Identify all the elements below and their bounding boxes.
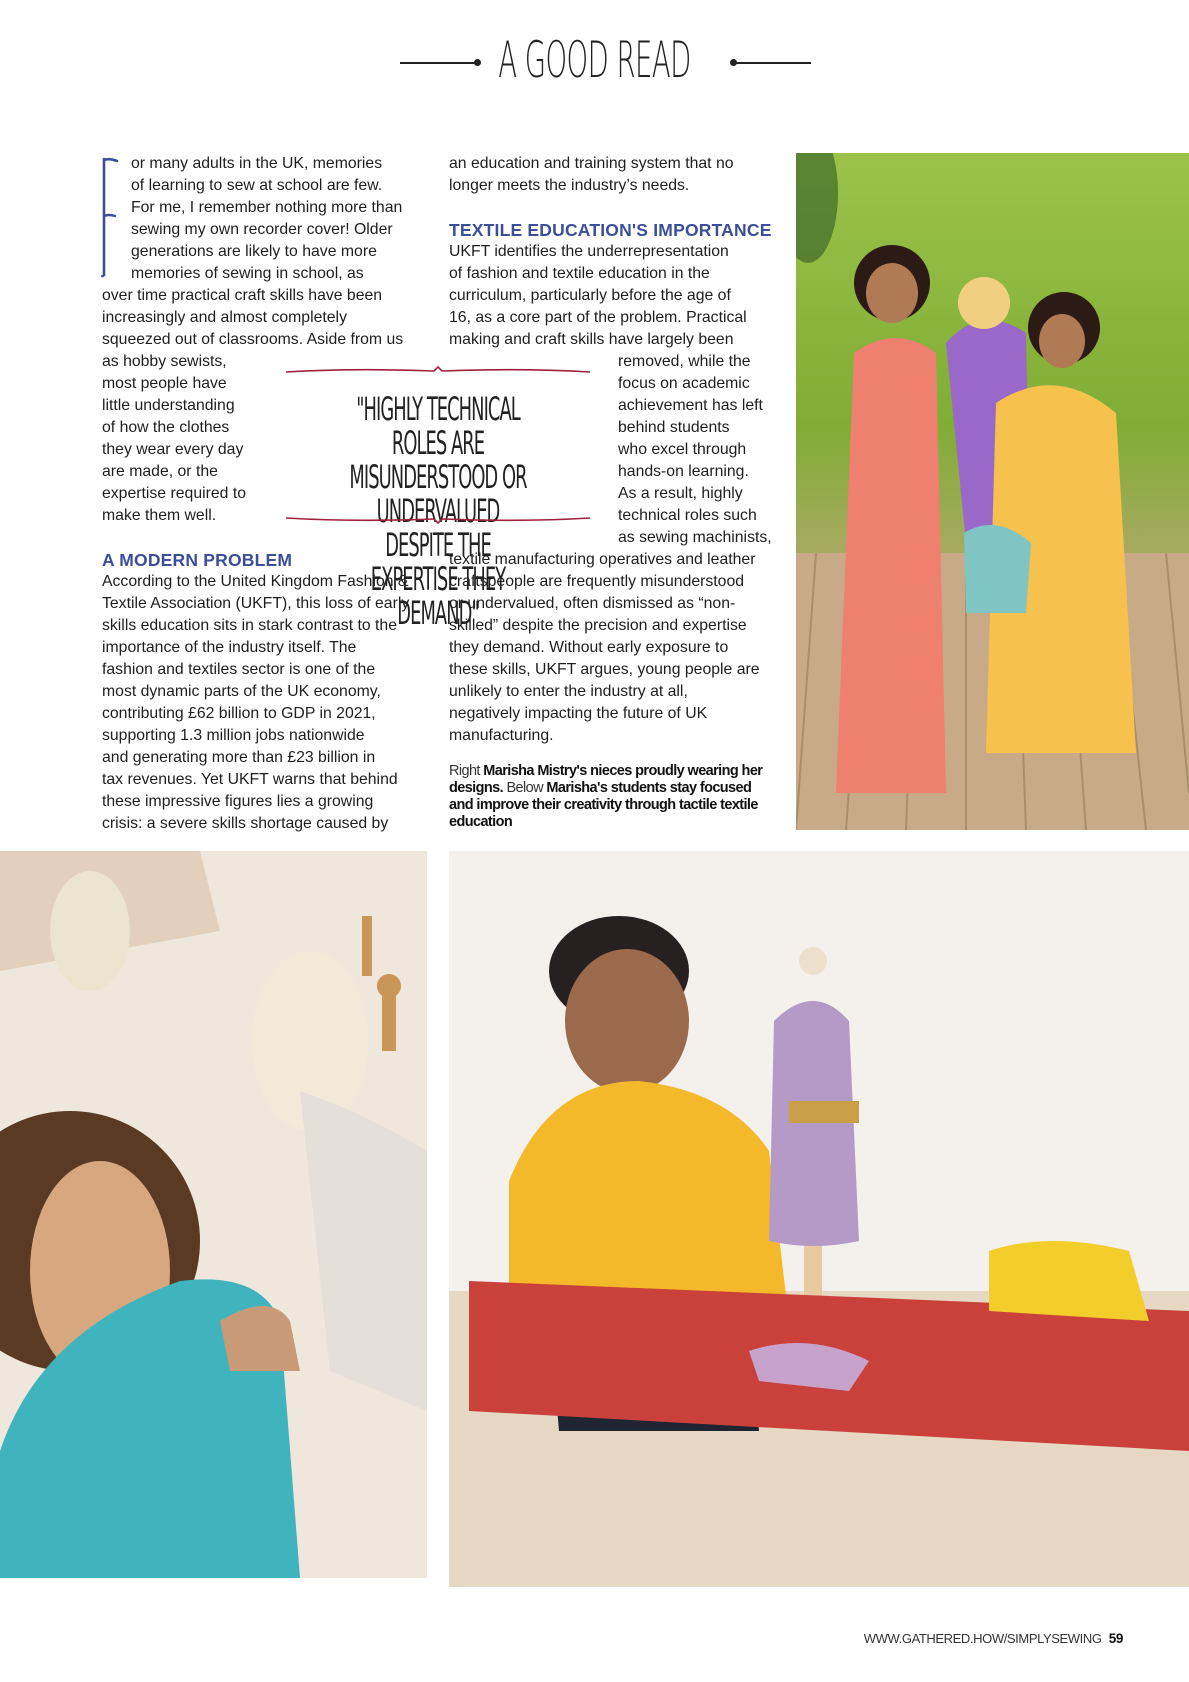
text-line: memories of sewing in school, as	[131, 265, 364, 282]
text-line: importance of the industry itself. The	[102, 639, 357, 656]
pull-quote	[284, 364, 592, 632]
intro-narrow	[102, 351, 252, 527]
text-line: hands-on learning.	[618, 463, 749, 480]
page-number: 59	[1108, 1631, 1123, 1646]
pull-quote-text	[343, 392, 534, 630]
text-line: they demand. Without early exposure to	[449, 639, 729, 656]
photo-boy-illustration	[449, 851, 1189, 1587]
pull-quote-line: "HIGHLY TECHNICAL ROLES ARE	[356, 390, 520, 462]
text-line: increasingly and almost completely	[102, 309, 347, 326]
text-line: an education and training system that no	[449, 155, 734, 172]
intro-indented	[102, 153, 422, 285]
caption-text-below: Marisha's students stay focused and improve their creativity through tactile textile education	[449, 780, 758, 830]
text-line: these skills, UKFT argues, young people are	[449, 661, 760, 678]
text-line: of fashion and textile education in the	[449, 265, 710, 282]
text-line: behind students	[618, 419, 730, 436]
text-line: as sewing machinists,	[618, 529, 772, 546]
text-line: manufacturing.	[449, 727, 554, 744]
text-line: unlikely to enter the industry at all,	[449, 683, 688, 700]
text-line: textile manufacturing operatives and leather	[449, 551, 756, 568]
caption-text-right: Marisha Mistry's nieces proudly wearing her designs.	[449, 763, 763, 796]
text-line: make them well.	[102, 507, 217, 524]
text-line: sewing my own recorder cover! Older	[131, 221, 393, 238]
text-line: generations are likely to have more	[131, 243, 377, 260]
text-line: who excel through	[618, 441, 747, 458]
text-line: As a result, highly	[618, 485, 743, 502]
page-footer	[864, 1631, 1123, 1646]
text-line: longer meets the industry’s needs.	[449, 177, 690, 194]
quote-rule-bottom	[284, 512, 592, 526]
text-line: UKFT identifies the underrepresentation	[449, 243, 729, 260]
text-line: or many adults in the UK, memories	[131, 155, 383, 172]
section-title: A GOOD READ	[498, 31, 691, 89]
photo-mannequins	[0, 851, 427, 1578]
text-line: of how the clothes	[102, 419, 230, 436]
text-line: removed, while the	[618, 353, 751, 370]
text-line: curriculum, particularly before the age of	[449, 287, 731, 304]
photo-nieces	[796, 153, 1189, 830]
text-line: craftspeople are frequently misunderstood	[449, 573, 745, 590]
text-line: and generating more than £23 billion in	[102, 749, 376, 766]
photo-mannequins-illustration	[0, 851, 427, 1578]
photo-boy-mannequin	[449, 851, 1189, 1587]
text-line: fashion and textiles sector is one of the	[102, 661, 376, 678]
text-line: For me, I remember nothing more than	[131, 199, 403, 216]
text-line: Textile Association (UKFT), this loss of early	[102, 595, 410, 612]
text-line: crisis: a severe skills shortage caused by	[102, 815, 389, 832]
text-line: or undervalued, often dismissed as “non-	[449, 595, 736, 612]
text-line: of learning to sew at school are few.	[131, 177, 383, 194]
text-line: tax revenues. Yet UKFT warns that behind	[102, 771, 398, 788]
subheading-modern-problem: A MODERN PROBLEM	[102, 550, 293, 570]
text-line: as hobby sewists,	[102, 353, 227, 370]
text-line: they wear every day	[102, 441, 244, 458]
header-rule-right	[733, 62, 811, 64]
text-line: skills education sits in stark contrast to the	[102, 617, 398, 634]
text-line: contributing £62 billion to GDP in 2021,	[102, 705, 376, 722]
text-line: technical roles such	[618, 507, 757, 524]
text-line: focus on academic	[618, 375, 750, 392]
text-line: little understanding	[102, 397, 235, 414]
text-line: are made, or the	[102, 463, 218, 480]
text-line: skilled” despite the precision and expertise	[449, 617, 747, 634]
subheading-textile-education: TEXTILE EDUCATION'S IMPORTANCE	[449, 220, 772, 240]
text-line: negatively impacting the future of UK	[449, 705, 708, 722]
text-line: According to the United Kingdom Fashion &	[102, 573, 409, 590]
text-line: over time practical craft skills have been	[102, 287, 383, 304]
text-line: 16, as a core part of the problem. Practical	[449, 309, 747, 326]
pull-quote-line: DESPITE THE EXPERTISE THEY DEMAND"	[370, 526, 506, 632]
text-line: making and craft skills have largely been	[449, 331, 734, 348]
text-line: most dynamic parts of the UK economy,	[102, 683, 381, 700]
text-line: squeezed out of classrooms. Aside from us	[102, 331, 404, 348]
text-line: most people have	[102, 375, 227, 392]
caption-label-right: Right	[449, 763, 480, 779]
text-line: supporting 1.3 million jobs nationwide	[102, 727, 365, 744]
caption-label-below: Below	[506, 780, 543, 796]
textile-narrow	[618, 351, 782, 549]
quote-rule-top	[284, 364, 592, 378]
section-header	[0, 28, 1189, 92]
pull-quote-line: MISUNDERSTOOD OR UNDERVALUED	[349, 458, 527, 530]
photo-caption	[449, 763, 769, 831]
text-line: achievement has left	[618, 397, 763, 414]
footer-url[interactable]: WWW.GATHERED.HOW/SIMPLYSEWING	[863, 1631, 1102, 1646]
text-line: these impressive figures lies a growing	[102, 793, 374, 810]
photo-nieces-illustration	[796, 153, 1189, 830]
text-line: expertise required to	[102, 485, 247, 502]
